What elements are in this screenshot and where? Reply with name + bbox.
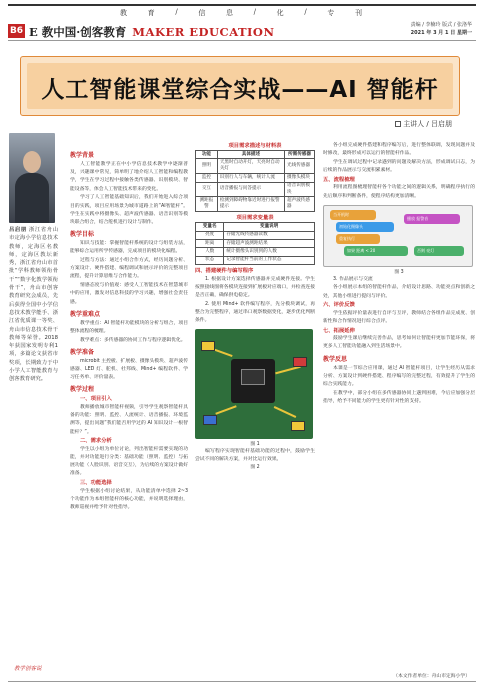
bottom-rule [8,681,476,682]
table-cell: 监控 [196,174,218,182]
step-heading: 二、需求分析 [80,438,112,445]
table-row [196,174,315,182]
byline-marker-icon [395,121,401,127]
table-cell: 照明 [196,159,218,174]
strip-char: / [304,8,309,16]
code-block: 初始化摄像头 [336,222,394,232]
brand-cn: E 教中国·创客教育 [29,25,127,39]
page-number: B6 [9,26,24,36]
section-heading: 教学背景 [70,152,95,159]
brand-en: MAKER EDUCATION [132,25,275,39]
step-heading: 三、功能选择 [80,480,112,487]
table-cell: 亮度 [196,231,224,239]
table-cell: 状态 [196,256,224,264]
table-cell: 光线传感器 [285,159,315,174]
column-1 [70,148,188,513]
table-row [196,231,315,239]
table-row [196,248,315,256]
column-2 [195,142,315,471]
byline [395,119,452,129]
table-cell: 存储超声波测距结果 [224,240,315,248]
table-caption: 项目需求描述与材料表 [228,143,282,149]
strip-char: 信 [198,9,208,17]
wire [274,406,297,418]
table-header-row [196,151,315,159]
side-word: 教学创客说 [14,666,42,672]
table-cell: 人数 [196,248,224,256]
paragraph: 知识与技能：掌握智能杆系统的设计与组装方法，能够综合运用所学传感器，完成项目的模块化编程。 [70,241,188,255]
table-row [196,159,315,174]
section-heading: 教学过程 [70,386,95,394]
wire [215,405,236,414]
section-heading: 教学目标 [70,231,95,239]
author-bio [9,226,58,384]
strip-char: 专 [327,9,337,17]
article-title: 人工智能课堂综合实战——AI 智能杆 [41,77,439,103]
strip-char: / [253,8,258,16]
code-block: 播放 报警音 [404,214,460,224]
code-block: 否则 亮灯 [414,246,464,256]
paragraph: 情感态度与价值观：感受人工智能技术在智慧城市中的应用，激发对信息科技的学习兴趣，增强社会责任感。 [70,283,188,305]
table-row [196,240,315,248]
byline-text: 主讲人 / 吕启朋 [403,120,452,128]
table-cell: 语音播报与问答提示 [217,182,284,197]
hardware-photo [195,329,313,439]
table-cell: 交互 [196,182,218,197]
paragraph: 过程与方法：通过小组合作方式，经历问题分析、方案设计、硬件搭建、编程调试和展示评价的完整项目流程，提升计算思维与合作能力。 [70,258,188,280]
table-row [196,256,315,264]
table-cell: 记录智能杆当前的工作状态 [224,256,315,264]
table-row [196,182,315,197]
step-heading: 七、拓展延伸 [323,327,355,334]
paragraph: 学生在调试过程中记录遇到的问题及解决方法，形成调试日志，为后续的作品展示与交流积累素材。 [323,159,475,174]
header-rule [8,40,476,41]
strip-char: 息 [225,9,235,17]
table-cell: 存储光线传感器读数 [224,231,315,239]
editor-line: 责编 / 李楠玲 版式 / 张洛华 [410,22,472,28]
paragraph: 鼓励学生课后继续完善作品，思考如何让智能杆更加节能环保，将更多人工智能功能融入到生活场景中。 [323,336,475,350]
paragraph: 各小组展示本组的智能杆作品，介绍设计思路、功能亮点和创新之处，其他小组进行提问与评价。 [323,285,475,299]
table-cell: 识别行人与车辆，统计人流 [217,174,284,182]
table-cell: 语音识别模块 [285,182,315,197]
section-heading: 教学反思 [323,355,348,363]
photo-face [23,151,41,173]
program-screenshot [323,205,473,267]
header-strip [120,8,364,18]
sensor-module [291,421,305,431]
section-brand [29,24,274,40]
paragraph: 学生根据小组讨论结果，从功能清单中选择 2~3 个功能作为本组智能杆的核心功能，并说明选择理由，教师巡视并给予针对性指导。 [70,488,188,510]
paragraph: 1. 根据设计方案选择传感器并完成硬件连接。学生按照接线图将各模块连接到扩展板对应端口，并检查连接是否正确，确保供电稳定。 [195,276,315,299]
table-header: 具体描述 [217,151,284,159]
figure-caption: 图 2 [250,465,260,471]
step-heading: 一、项目引入 [80,396,112,403]
section-heading: 教学重难点 [70,310,101,318]
author-photo [9,133,55,223]
paragraph: 学生依据评价量表进行自评与互评，教师结合各组作品完成度、创新性和合作情况进行综合点评。 [323,310,475,325]
paragraph: 各小组完成硬件搭建和程序编写后，进行整体联调，发现问题并及时修改，最终形成可以运行的智能杆作品。 [323,143,475,157]
table-cell: 检测到障碍物靠近时进行报警提示 [217,197,284,212]
code-block: 当开机时 [330,210,376,220]
table-cell: 摄像头模块 [285,174,315,182]
section-heading: 教学准备 [70,348,95,356]
paragraph: 本课是一节综合应用课，通过 AI 智能杆项目，让学生经历从需求分析、方案设计到硬件搭建、程序编写的完整过程，有效提升了学生的综合实践能力。 [323,365,475,388]
paragraph: 在教学中，部分小组在多传感器协同上遇到困难，今后应加强分层指导，给予不同能力的学生更有针对性的支持。 [323,390,475,404]
top-rule [8,4,476,6]
code-block: 重复执行 [336,234,380,244]
strip-char: 化 [276,9,286,17]
table-header: 变量名 [196,223,224,231]
sensor-module [201,341,215,351]
table-caption: 项目需求变量表 [236,215,274,222]
table-row [196,197,315,212]
paragraph: 学习了人工智能基础知识后，我们开始进入综合项目的实践，项目应用场景为城市道路上的“AI智能杆”。学生在实践中将摄像头、超声波传感器、语音识别等模块联合组合，结合舵机进行设计与制作。 [70,195,188,225]
strip-char: / [175,8,180,16]
step-heading: 五、流程梳理 [323,176,355,183]
sensor-module [203,415,217,425]
sensor-module [293,357,307,367]
paragraph: microbit 主控板、扩展板、摄像头模块、超声波传感器、LED 灯、舵机、杜邦线、Mind+ 编程软件、学习任务单、评价量表。 [70,358,188,381]
author-affiliation: （本文作者单位：舟山市定海小学） [393,674,470,679]
date-line: 2021 年 3 月 1 日 星期一 [410,29,472,36]
table-cell: 天黑时自动开灯，天亮时自动关灯 [217,159,284,174]
table-header-row [196,223,315,231]
paragraph: 学生以小组为单位讨论，列出智能杆需要实现的功能，并对功能进行分类：基础功能（照明、监控）与拓展功能（人脸识别、语音交互），为后续的方案设计做好准备。 [70,446,188,477]
title-banner [20,56,460,116]
controller-board [231,359,275,403]
table-header: 变量说明 [224,223,315,231]
paragraph: 3. 作品展示与交流 [333,276,373,282]
bio-name: 吕启朋 [9,227,27,233]
strip-char: 育 [147,9,157,17]
figure-caption: 图 3 [394,269,404,275]
issue-meta [411,22,472,37]
figure-caption: 图 1 [250,441,260,447]
paragraph: 利用流程图梳理智能杆各个功能之间的逻辑关系，明确程序执行的先后顺序和判断条件，使程序结构更加清晰。 [323,185,475,199]
variables-table [195,222,315,265]
paragraph: 教学难点：多传感器的协同工作与程序逻辑优化。 [80,337,186,343]
step-heading: 六、评价反馈 [323,302,355,309]
table-header: 所需传感器 [285,151,315,159]
bio-text: 浙江省舟山市定海小学信息技术教师，定海区名教师，定海区教坛新秀，浙江省舟山市首批“学科教师领衔骨干”“数字化教学领衔骨干”，舟山市创客教育研究会成员，先后获得全国中小学信息技术教学能手、浙江省优质课一等奖、舟山市信息技术骨干教师等荣誉。2018年获国家发明专利1项，多篇论文获省市奖项，长期致力于中小学人工智能教育与创客教育研究。 [9,227,58,383]
step-heading: 四、搭建硬件与编写程序 [195,268,254,275]
code-block: 如果 距离 < 20 [344,246,408,256]
strip-char: 教 [120,9,129,17]
strip-char: 刊 [354,9,364,17]
paragraph: 编写程序实现智能杆基础功能的过程中，鼓励学生尝试不同的解决方案，并对比运行效果。 [195,448,315,462]
board-screen [241,369,265,385]
table-cell: 超声波传感器 [285,197,315,212]
paragraph: 人工智能教学正在中小学信息技术教学中逐渐普及，兴趣课中常见，简单明了地介绍人工智能和编程教学，学生在学习过程中接触各类传感器、识别模块、智能设备等，体会人工智能技术带来的变化。 [70,162,188,192]
paragraph: 教师播放城市智能杆视频，引导学生观察智能杆具备的功能：照明、监控、人流统计、语音播报、环境监测等，提出问题“我们能否用学过的 AI 知识设计一根智能杆？”。 [70,404,188,435]
table-cell: 统计摄像头识别到的人数 [224,248,315,256]
table-cell: 测距报警 [196,197,218,212]
column-3 [323,142,475,407]
requirements-table [195,150,315,212]
paragraph: 教学重点：AI 智能杆功能模块的分析与组合，项目整体流程的梳理。 [70,320,188,334]
paragraph: 2. 使用 Mind+ 软件编写程序，先分模块调试，再整合为完整程序，通过串口观察数据变化，逐步优化判断条件。 [195,301,315,324]
table-cell: 距离 [196,240,224,248]
table-header: 功能 [196,151,218,159]
photo-body [15,173,49,223]
